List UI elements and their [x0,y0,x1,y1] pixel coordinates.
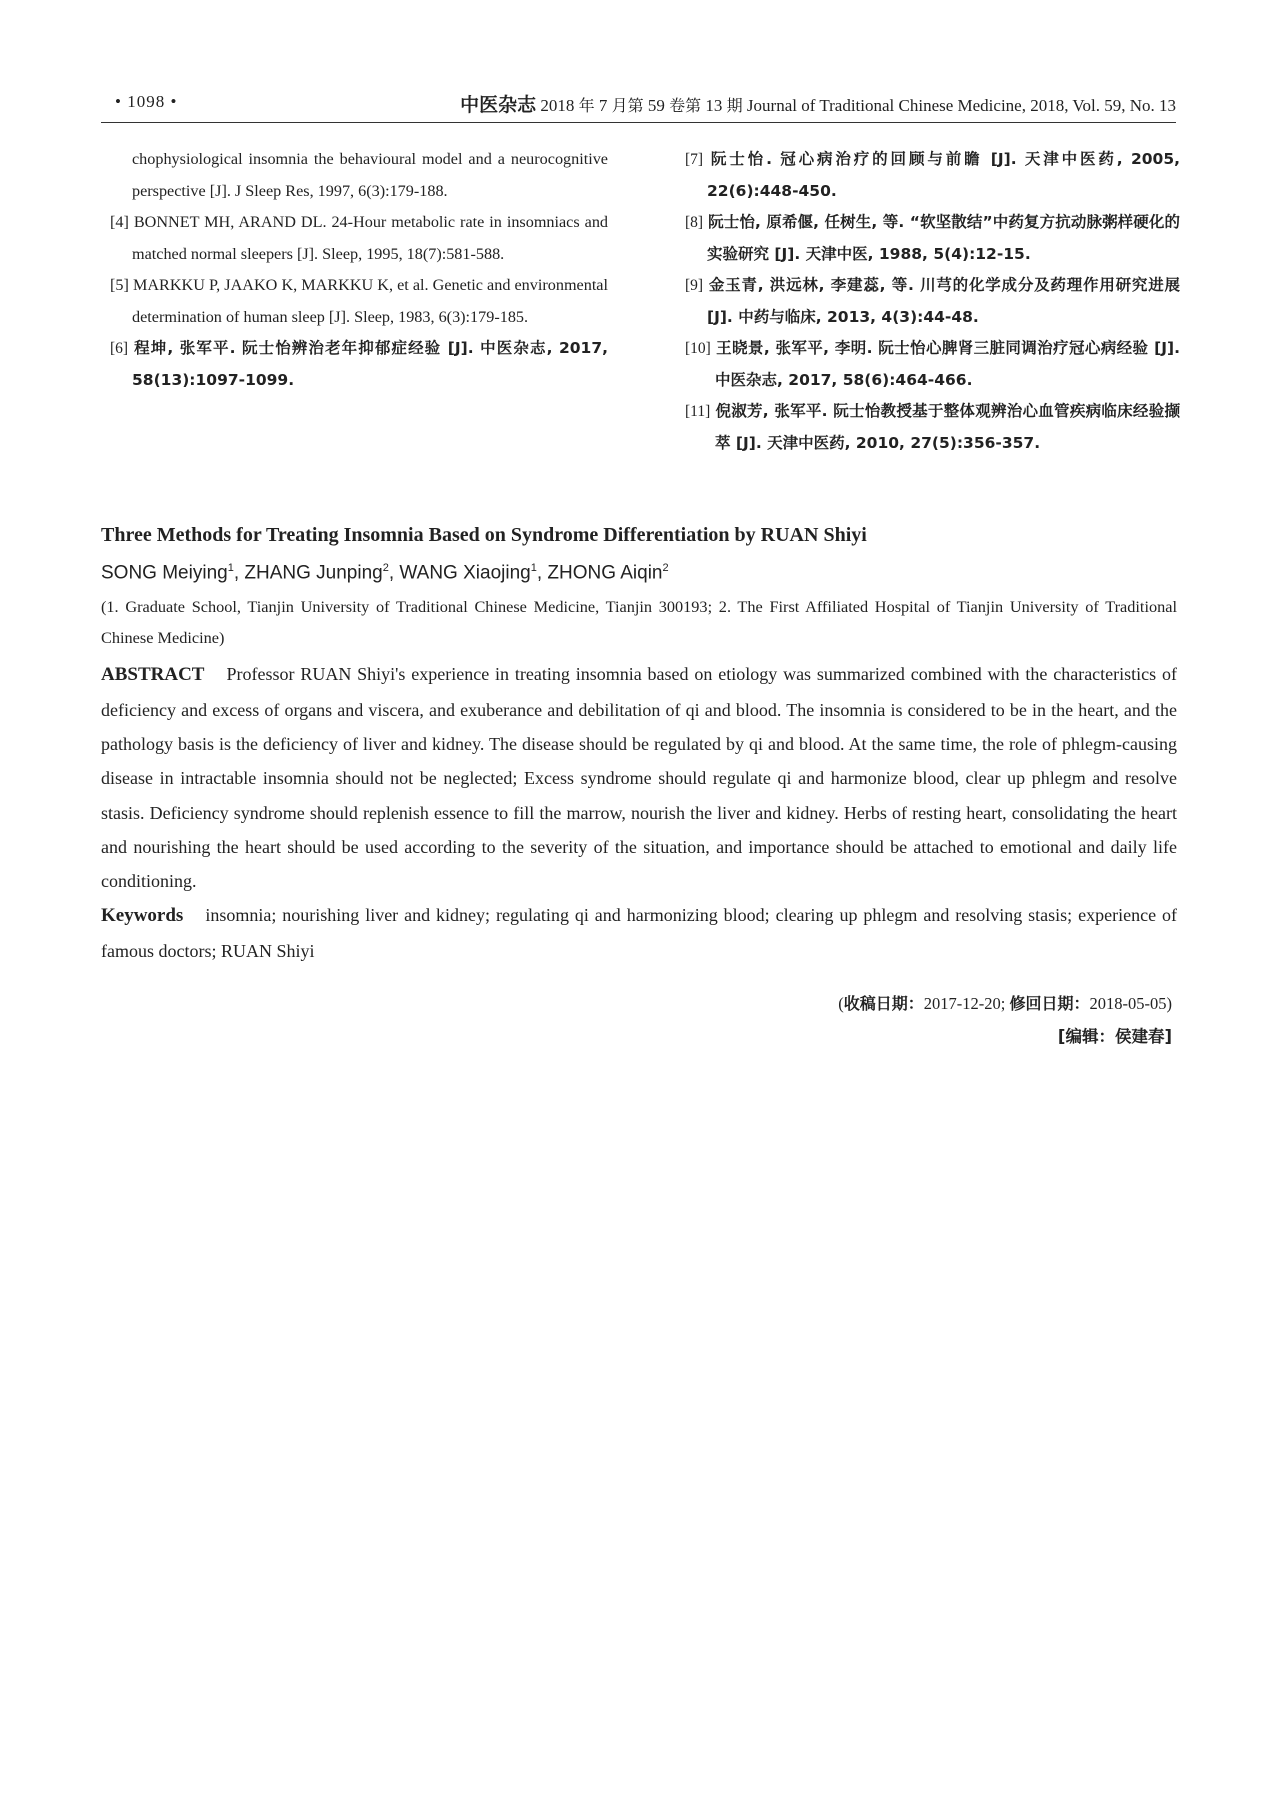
journal-citation-line [460,90,1176,117]
english-abstract-block [101,518,1177,968]
reference-item: chophysiological insomnia the behavioural model and a neurocognitive perspective [J]. J Sleep Res, 1997, 6(3):179-188. [132,150,608,200]
reference-item: [10] 王晓景, 张军平, 李明. 阮士怡心脾肾三脏同调治疗冠心病经验 [J]. 中医杂志, 2017, 58(6):464-466. [685,339,1180,389]
revised-date: 2018-05-05 [1089,994,1167,1013]
reference-item: [8] 阮士怡, 原希偃, 任树生, 等. “软坚散结”中药复方抗动脉粥样硬化的实验研究 [J]. 天津中医, 1988, 5(4):12-15. [685,213,1180,263]
reference-item: [6] 程坤, 张军平. 阮士怡辨治老年抑郁症经验 [J]. 中医杂志, 2017, 58(13):1097-1099. [110,339,608,389]
reference-item: [11] 倪淑芳, 张军平. 阮士怡教授基于整体观辨治心血管疾病临床经验撷萃 [J]. 天津中医药, 2010, 27(5):356-357. [685,402,1180,452]
keywords-paragraph [101,898,1177,968]
revised-label: 修回日期： [1009,994,1090,1013]
keywords-label: Keywords [101,905,184,927]
issue-year: 2018 [540,96,575,115]
journal-name-cn: 中医杂志 [460,94,537,116]
submission-dates: (收稿日期：2017-12-20; 修回日期：2018-05-05) [838,994,1172,1013]
issue-number: 13 [705,96,723,115]
author-list: SONG Meiying$^1$, ZHANG Junping$^2$, WANG Xiaojing$^1$, ZHONG Aiqin$^2$ [101,562,669,584]
issue-volume: 59 [647,96,665,115]
issue-month: 7 [598,96,608,115]
journal-name-en: Journal of Traditional Chinese Medicine, 2018, Vol. 59, No. 13 [746,96,1176,115]
received-date: 2017-12-20 [923,994,1001,1013]
received-label: 收稿日期： [843,994,924,1013]
nian-char: 年 [578,96,595,115]
page-number: • 1098 • [115,92,178,111]
reference-item: [7] 阮士怡. 冠心病治疗的回顾与前瞻 [J]. 天津中医药, 2005, 22(6):448-450. [685,150,1180,200]
juan-di-char: 卷第 [669,96,702,115]
author-name: ZHANG Junping [244,562,383,584]
yue-di-char: 月第 [611,96,644,115]
author-name: WANG Xiaojing [399,562,531,584]
author-name: ZHONG Aiqin [547,562,663,584]
abstract-paragraph [101,657,1177,898]
affiliations: (1. Graduate School, Tianjin University of Traditional Chinese Medicine, Tianjin 300193; 2. The First Affiliated Hospital of Tianjin University of Traditional Chinese Medicine) [101,597,1177,648]
editor-note: [编辑：侯建春] [1057,1027,1172,1046]
abstract-text: Professor RUAN Shiyi's experience in treating insomnia based on etiology was summarized combined with the characteristics of deficiency and excess of organs and viscera, and exuberance and debilitation of qi and blood. The insomnia is considered to be in the heart, and the pathology basis is the deficiency of liver and kidney. The disease should be regulated by qi and blood. At the same time, the role of phlegm-causing disease in intractable insomnia should not be neglected; Excess syndrome should regulate qi and harmonize blood, clear up phlegm and resolve stasis. Deficiency syndrome should replenish essence to fill the marrow, nourish the liver and kidney. Herbs of resting heart, consolidating the heart and nourishing the heart should be used according to the severity of the situation, and importance should be attached to emotional and daily life conditioning. [101,664,1177,892]
reference-item: [9] 金玉青, 洪远林, 李建蕊, 等. 川芎的化学成分及药理作用研究进展 [J]. 中药与临床, 2013, 4(3):44-48. [685,276,1181,326]
qi-char: 期 [726,96,743,115]
reference-item: [5] MARKKU P, JAAKO K, MARKKU K, et al. Genetic and environmental determination of human sleep [J]. Sleep, 1983, 6(3):179-185. [110,276,608,326]
abstract-label: ABSTRACT [101,664,205,686]
reference-item: [4] BONNET MH, ARAND DL. 24-Hour metabolic rate in insomniacs and matched normal sleepers [J]. Sleep, 1995, 18(7):581-588. [110,213,609,263]
author-name: SONG Meiying [101,562,228,584]
references-left-column [110,144,608,396]
article-title-en: Three Methods for Treating Insomnia Based on Syndrome Differentiation by RUAN Shiyi [101,524,867,546]
keywords-text: insomnia; nourishing liver and kidney; regulating qi and harmonizing blood; clearing up phlegm and resolving stasis; experience of famous doctors; RUAN Shiyi [101,905,1177,961]
running-header [101,88,1176,123]
references-right-column [685,144,1180,459]
